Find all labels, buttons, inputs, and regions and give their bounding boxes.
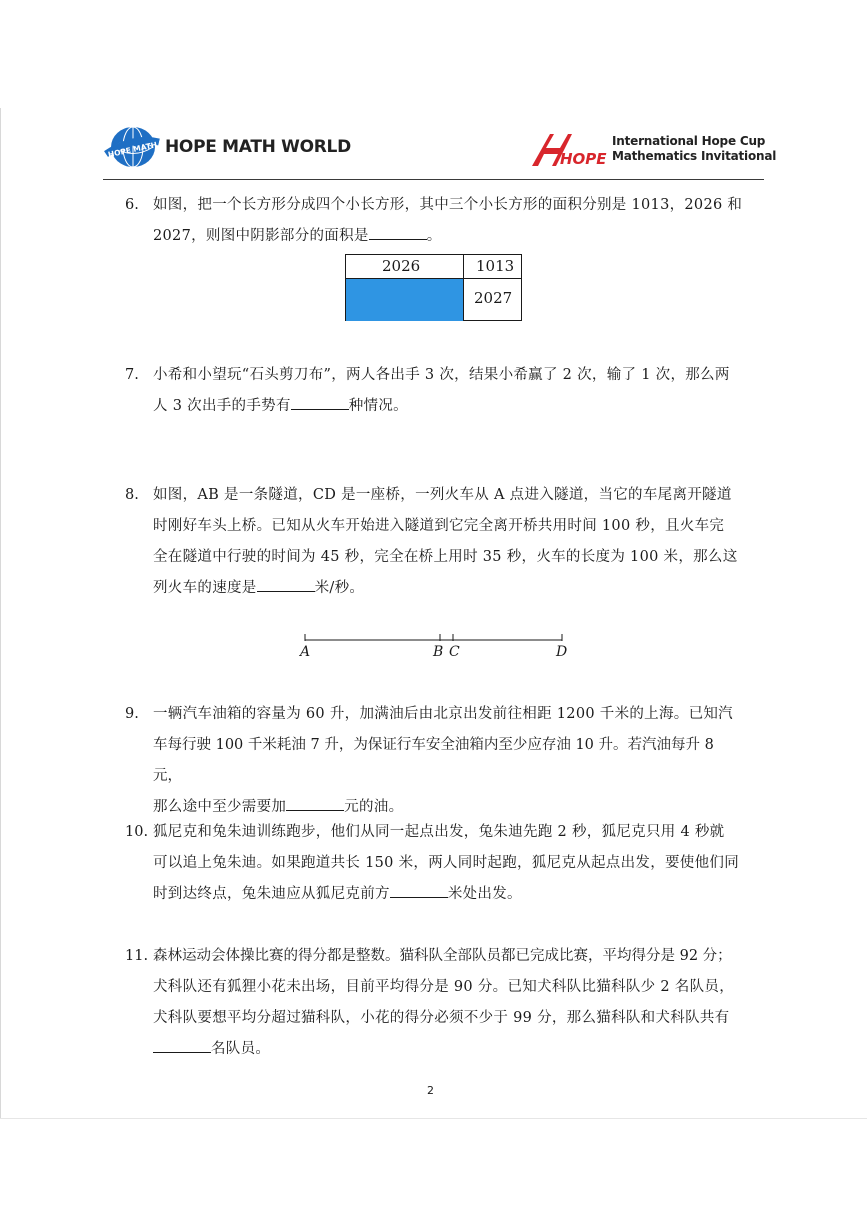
question-line: 如图，把一个长方形分成四个小长方形，其中三个小长方形的面积分别是 1013，2026 和 xyxy=(153,197,743,213)
question-line xyxy=(153,221,745,252)
question-line: 犬科队还有狐狸小花未出场，目前平均得分是 90 分。已知犬科队比猫科队少 2 名队员， xyxy=(153,979,735,995)
area-label: 1013 xyxy=(476,257,515,275)
area-label: 2027 xyxy=(474,289,513,307)
question-11 xyxy=(125,941,745,1065)
divider-vertical xyxy=(463,255,464,320)
hope-logo-text: HOPE xyxy=(560,150,607,168)
brand-name: HOPE MATH WORLD xyxy=(165,137,351,157)
question-number: 10. xyxy=(125,824,149,840)
question-number: 11. xyxy=(125,948,149,964)
hope-cup-logo xyxy=(530,130,776,168)
question-line xyxy=(153,391,745,422)
question-line: 森林运动会体操比赛的得分都是整数。猫科队全部队员都已完成比赛，平均得分是 92 分； xyxy=(153,948,732,964)
answer-blank[interactable] xyxy=(291,393,349,410)
point-label-a: A xyxy=(300,644,311,660)
question-line: 犬科队要想平均分超过猫科队，小花的得分必须不少于 99 分，那么猫科队和犬科队共有 xyxy=(153,1010,730,1026)
answer-blank[interactable] xyxy=(390,881,448,898)
question-text: 人 3 次出手的手势有 xyxy=(153,398,291,414)
question-text: 2027，则图中阴影部分的面积是 xyxy=(153,228,369,244)
question-8 xyxy=(125,480,745,604)
question-text: 米处出发。 xyxy=(447,886,522,902)
answer-blank[interactable] xyxy=(153,1036,211,1053)
question-text: 列火车的速度是 xyxy=(153,580,257,596)
answer-blank[interactable] xyxy=(286,794,344,811)
question-line: 可以追上兔朱迪。如果跑道共长 150 米，两人同时起跑，狐尼克从起点出发，要使他们同 xyxy=(153,855,739,871)
hope-logo-icon xyxy=(530,130,606,168)
question-6 xyxy=(125,190,745,252)
globe-text: HOPE MATH WORLD xyxy=(107,132,192,160)
question-number: 6. xyxy=(125,197,139,213)
question-number: 8. xyxy=(125,487,139,503)
question-number: 9. xyxy=(125,706,139,722)
globe-icon xyxy=(103,124,192,170)
question-line xyxy=(153,879,745,910)
hope-cup-title xyxy=(612,134,776,164)
page-number: 2 xyxy=(427,1084,434,1097)
hope-cup-title-line1: International Hope Cup xyxy=(612,134,766,148)
question-line: 全在隧道中行驶的时间为 45 秒，完全在桥上用时 35 秒，火车的长度为 100 米，那么这 xyxy=(153,549,738,565)
divider-horizontal xyxy=(346,278,521,279)
tunnel-bridge-diagram xyxy=(300,630,570,662)
point-label-d: D xyxy=(556,644,568,660)
question-text: 元的油。 xyxy=(344,799,404,815)
area-label: 2026 xyxy=(382,257,421,275)
question-line: 小希和小望玩“石头剪刀布”，两人各出手 3 次，结果小希赢了 2 次，输了 1 次，那么两 xyxy=(153,367,730,383)
point-label-c: C xyxy=(449,644,460,660)
rectangle-figure xyxy=(345,254,522,321)
question-line xyxy=(153,1034,745,1065)
question-text: 名队员。 xyxy=(211,1041,271,1057)
answer-blank[interactable] xyxy=(369,223,427,240)
point-label-b: B xyxy=(433,644,444,660)
hope-cup-title-line2: Mathematics Invitational xyxy=(612,149,777,163)
hope-math-world-logo xyxy=(103,124,351,170)
page-edge-bottom xyxy=(0,1118,867,1119)
question-text: 米/秒。 xyxy=(314,580,365,596)
question-9 xyxy=(125,699,745,823)
page-edge xyxy=(0,108,1,1118)
question-text: 那么途中至少需要加 xyxy=(153,799,287,815)
question-text: 种情况。 xyxy=(348,398,408,414)
shaded-region xyxy=(346,279,463,321)
question-line: 一辆汽车油箱的容量为 60 升，加满油后由北京出发前往相距 1200 千米的上海。已知汽 xyxy=(153,706,733,722)
question-number: 7. xyxy=(125,367,139,383)
question-text: 时到达终点，兔朱迪应从狐尼克前方 xyxy=(153,886,390,902)
question-line: 如图，AB 是一条隧道，CD 是一座桥，一列火车从 A 点进入隧道，当它的车尾离开隧道 xyxy=(153,487,732,503)
question-7 xyxy=(125,360,745,422)
question-10 xyxy=(125,817,745,910)
header-divider xyxy=(103,179,764,180)
answer-blank[interactable] xyxy=(257,575,315,592)
question-text: 。 xyxy=(426,228,442,244)
question-line: 狐尼克和兔朱迪训练跑步，他们从同一起点出发，兔朱迪先跑 2 秒，狐尼克只用 4 秒就 xyxy=(153,824,725,840)
question-line: 车每行驶 100 千米耗油 7 升，为保证行车安全油箱内至少应存油 10 升。若汽油每升 8 元， xyxy=(153,737,714,784)
question-line xyxy=(153,573,745,604)
question-line: 时刚好车头上桥。已知从火车开始进入隧道到它完全离开桥共用时间 100 秒，且火车完 xyxy=(153,518,725,534)
